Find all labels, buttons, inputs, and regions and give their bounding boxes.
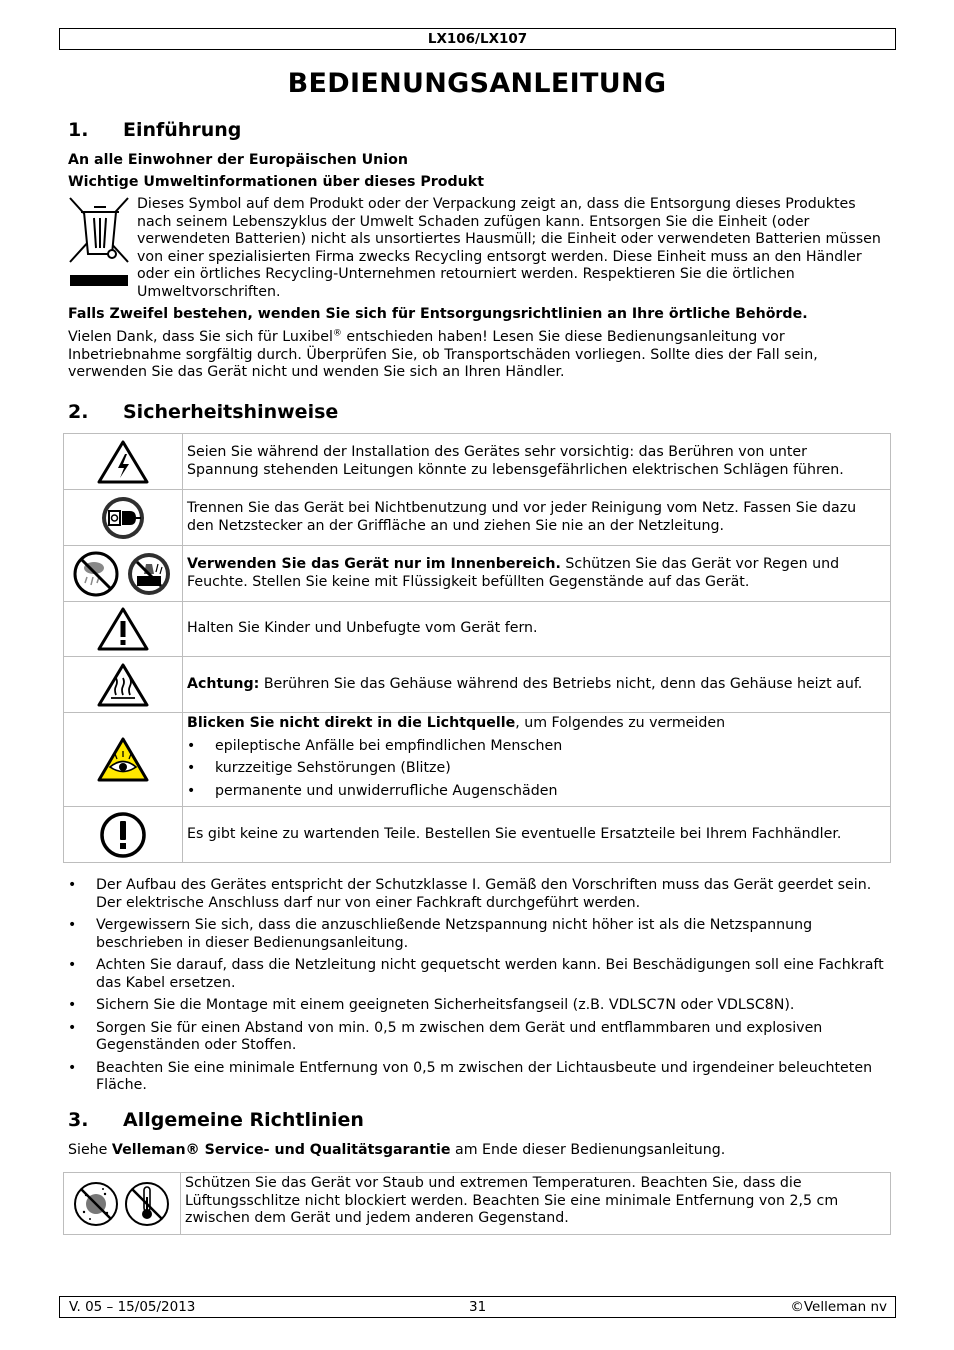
row-text: Trennen Sie das Gerät bei Nichtbenutzung und vor jeder Reinigung vom Netz. Fassen Sie dazu den Netzstecker an der Griffläche an und ziehen Sie nie an der Netzleitung. [187, 500, 857, 534]
registered-mark: ® [332, 328, 342, 339]
intro-post: am Ende dieser Bedienungsanleitung. [450, 1142, 726, 1158]
list-item: • epileptische Anfälle bei empfindlichen Menschen [187, 738, 882, 756]
section-number: 2. [68, 401, 89, 423]
general-text: Schützen Sie das Gerät vor Staub und extremen Temperaturen. Beachten Sie, dass die Lüftungsschlitze nicht blockiert werden. Beachten Sie eine minimale Entfernung von 2,5 cm zwischen dem Gerät und jedem anderen Gegenstand. [181, 1173, 891, 1235]
safety-text [183, 602, 891, 657]
safety-table [63, 433, 891, 863]
copyright-label: ©Velleman nv [790, 1299, 887, 1315]
list-item: • Sorgen Sie für einen Abstand von min. 0,5 m zwischen dem Gerät und entflammbaren und explosiven Gegenständen oder Stoffen. [68, 1020, 888, 1055]
thanks-post: entschieden haben! Lesen Sie diese Bedienungsanleitung vor Inbetriebnahme sorgfältig durch. Überprüfen Sie, ob Transportschäden vorliegen. Sollte dies der Fall sein, verwenden Sie das Gerät nicht und wenden Sie sich an Ihren Händler. [68, 329, 818, 380]
intro-pre: Siehe [68, 1142, 112, 1158]
general-row [64, 1173, 891, 1235]
list-item: • permanente und unwiderrufliche Augenschäden [187, 783, 882, 801]
list-item: • kurzzeitige Sehstörungen (Blitze) [187, 760, 882, 778]
hazard-list [187, 738, 882, 801]
safety-text [183, 434, 891, 490]
row-text: Seien Sie während der Installation des Gerätes sehr vorsichtig: das Berühren von unter Spannung stehenden Leitungen könnte zu lebensgefährlichen elektrischen Schlägen führen. [187, 444, 844, 478]
crossed-out-bin-icon [68, 196, 132, 292]
weee-text: Dieses Symbol auf dem Produkt oder der Verpackung zeigt an, dass die Entsorgung dieses Produktes nach seinem Lebenszyklus der Umwelt Schaden zufügen kann. Entsorgen Sie die Einheit (oder verwendeten Batterien) nicht als unsortiertes Hausmüll; die Einheit oder verwendeten Batterien müssen von einer spezialisierten Firma zwecks Recycling entsorgt werden. Diese Einheit muss an den Händler oder ein örtliches Recycling-Unternehmen retourniert werden. Respektieren Sie die örtlichen Umweltvorschriften. [137, 196, 881, 300]
mandatory-notice-icon [64, 807, 183, 863]
safety-row [64, 602, 891, 657]
section-title: Sicherheitshinweise [123, 401, 339, 423]
doubt-text: Falls Zweifel bestehen, wenden Sie sich für Entsorgungsrichtlinien an Ihre örtliche Behörde. [68, 306, 808, 322]
section-title: Einführung [123, 119, 242, 141]
list-item: • Sichern Sie die Montage mit einem geeigneten Sicherheitsfangseil (z.B. VDLSC7N oder VDLSC8N). [68, 997, 888, 1015]
unplug-icon [64, 490, 183, 546]
section-1-heading [68, 118, 241, 142]
no-rain-icon [75, 553, 117, 595]
safety-text [183, 807, 891, 863]
bullet-list [68, 877, 888, 1095]
list-item: • Vergewissern Sie sich, dass die anzuschließende Netzspannung nicht höher ist als die Netzspannung beschrieben in dieser Bedienungsanleitung. [68, 917, 888, 952]
no-dust-no-heat-icons [64, 1173, 181, 1235]
page-number: 31 [469, 1299, 487, 1315]
safety-text [183, 657, 891, 713]
section-3-intro [68, 1142, 888, 1160]
list-item: • Achten Sie darauf, dass die Netzleitung nicht gequetscht werden kann. Bei Beschädigungen soll eine Fachkraft das Kabel ersetzen. [68, 957, 888, 992]
safety-row [64, 713, 891, 807]
version-label: V. 05 – 15/05/2013 [69, 1299, 196, 1315]
row-bold: Verwenden Sie das Gerät nur im Innenbereich. [187, 556, 561, 572]
row-text: Halten Sie Kinder und Unbefugte vom Gerät fern. [187, 620, 538, 637]
safety-text [183, 546, 891, 602]
section-number: 3. [68, 1109, 89, 1131]
safety-row [64, 490, 891, 546]
section-title: Allgemeine Richtlinien [123, 1109, 364, 1131]
footer-box [59, 1296, 896, 1318]
header-model-box [59, 28, 896, 50]
safety-row [64, 807, 891, 863]
no-heat-icon [126, 1183, 168, 1225]
page-title: BEDIENUNGSANLEITUNG [287, 68, 667, 99]
eye-hazard-icon [64, 713, 183, 807]
list-item: • Beachten Sie eine minimale Entfernung von 0,5 m zwischen der Lichtausbeute und irgendeiner beleuchteten Fläche. [68, 1060, 888, 1095]
safety-row [64, 546, 891, 602]
general-table [63, 1172, 891, 1235]
safety-row [64, 434, 891, 490]
safety-text [183, 713, 891, 807]
no-liquid-icon [128, 553, 170, 595]
thanks-pre: Vielen Dank, dass Sie sich für Luxibel [68, 329, 333, 345]
safety-row [64, 657, 891, 713]
model-label: LX106/LX107 [427, 31, 528, 47]
row-text: Berühren Sie das Gehäuse während des Betriebs nicht, denn das Gehäuse heizt auf. [259, 675, 863, 692]
safety-text [183, 490, 891, 546]
list-item: • Der Aufbau des Gerätes entspricht der Schutzklasse I. Gemäß den Vorschriften muss das Gerät geerdet sein. Der elektrische Anschluss darf nur von einer Fachkraft durchgeführt werden. [68, 877, 888, 912]
row-text: Es gibt keine zu wartenden Teile. Bestellen Sie eventuelle Ersatzteile bei Ihrem Fachhändler. [187, 825, 842, 842]
eu-line: An alle Einwohner der Europäischen Union [68, 152, 408, 168]
safety-bullets [68, 872, 888, 1095]
row-bold: Achtung: [187, 675, 260, 692]
no-rain-icon-cell [64, 546, 183, 602]
hot-surface-icon [64, 657, 183, 713]
section-2-heading [68, 400, 338, 424]
row-text: Schützen Sie das Gerät vor Regen und Feuchte. Stellen Sie keine mit Flüssigkeit befüllten Gegenstände auf das Gerät. [187, 556, 840, 590]
section-3-heading [68, 1108, 364, 1132]
row-bold: Blicken Sie nicht direkt in die Lichtquelle [187, 715, 516, 731]
section-number: 1. [68, 119, 89, 141]
high-voltage-warning-icon [64, 434, 183, 490]
thanks-paragraph [68, 329, 888, 382]
general-warning-icon [64, 602, 183, 657]
intro-bold: Velleman® Service- und Qualitätsgarantie [111, 1142, 451, 1158]
no-dust-icon [75, 1183, 117, 1225]
row-text: , um Folgendes zu vermeiden [515, 715, 726, 731]
env-heading: Wichtige Umweltinformationen über dieses Produkt [68, 174, 484, 190]
